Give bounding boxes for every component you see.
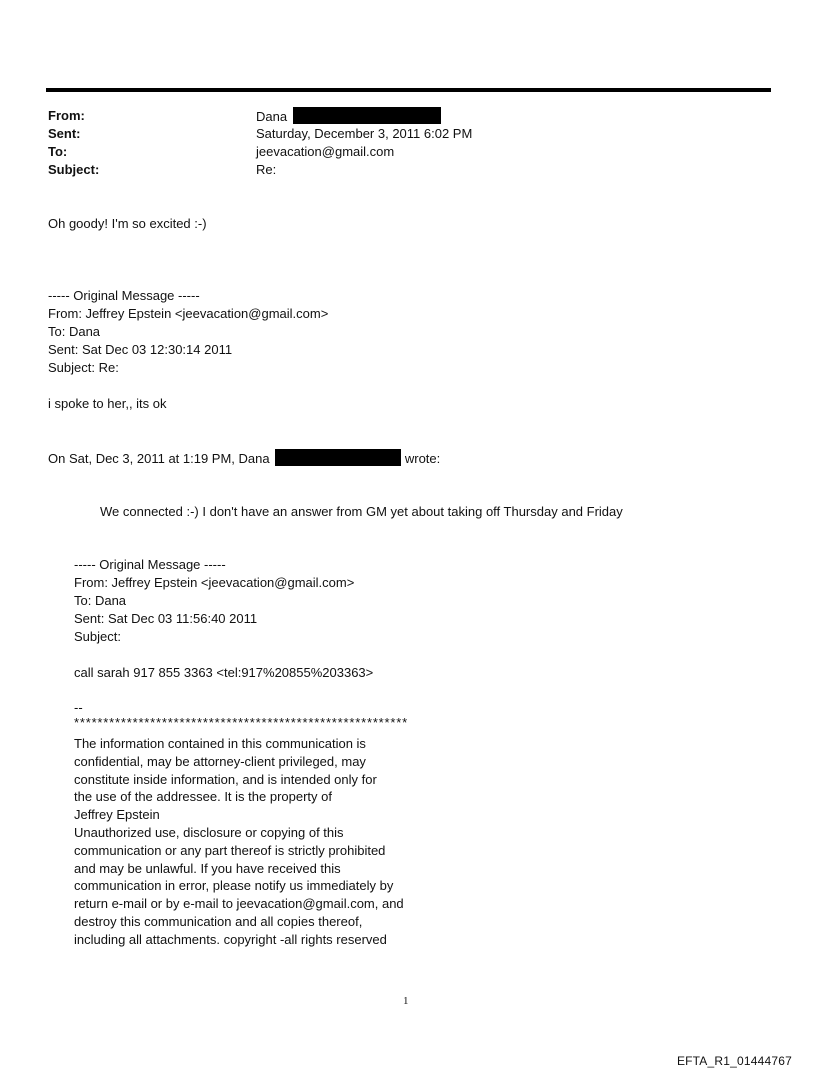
orig2-message: call sarah 917 855 3363 <tel:917%20855%203363>	[74, 665, 374, 680]
subject-value: Re:	[256, 162, 277, 177]
signature-stars: *********************************************************	[74, 715, 408, 730]
orig2-sent: Sent: Sat Dec 03 11:56:40 2011	[74, 611, 258, 626]
orig2-from: From: Jeffrey Epstein <jeevacation@gmail.com>	[74, 575, 355, 590]
disclaimer	[74, 735, 404, 949]
sent-value: Saturday, December 3, 2011 6:02 PM	[256, 126, 473, 141]
orig1-subject: Subject: Re:	[48, 360, 119, 375]
orig2-to: To: Dana	[74, 593, 127, 608]
disclaimer-line: return e-mail or by e-mail to jeevacation@gmail.com, and	[74, 896, 404, 912]
orig1-divider: ----- Original Message -----	[48, 288, 200, 303]
disclaimer-line: constitute inside information, and is intended only for	[74, 771, 377, 787]
on-wrote-suffix: wrote:	[404, 451, 441, 466]
document-id: EFTA_R1_01444767	[676, 1054, 792, 1068]
disclaimer-line: and may be unlawful. If you have received this	[74, 860, 341, 876]
redaction-box	[293, 107, 441, 124]
disclaimer-line: communication in error, please notify us immediately by	[74, 878, 394, 894]
orig1-to: To: Dana	[48, 324, 101, 339]
disclaimer-line: including all attachments. copyright -all rights reserved	[74, 931, 387, 947]
quoted-text: We connected :-) I don't have an answer from GM yet about taking off Thursday and Friday	[100, 504, 623, 519]
orig1-sent: Sent: Sat Dec 03 12:30:14 2011	[48, 342, 233, 357]
orig2-divider: ----- Original Message -----	[74, 557, 226, 572]
orig1-from: From: Jeffrey Epstein <jeevacation@gmail.com>	[48, 306, 329, 321]
disclaimer-line: the use of the addressee. It is the property of	[74, 789, 332, 805]
to-value: jeevacation@gmail.com	[256, 144, 395, 159]
header-rule	[46, 88, 771, 92]
disclaimer-line: communication or any part thereof is strictly prohibited	[74, 842, 386, 858]
from-value	[256, 107, 441, 126]
redaction-box	[275, 449, 401, 466]
sent-label: Sent:	[48, 126, 81, 141]
disclaimer-line: confidential, may be attorney-client privileged, may	[74, 753, 366, 769]
page-number: 1	[403, 995, 409, 1007]
signature-dashes: --	[74, 700, 83, 715]
orig2-subject: Subject:	[74, 629, 121, 644]
from-name: Dana	[256, 109, 288, 124]
from-label: From:	[48, 108, 85, 123]
disclaimer-line: destroy this communication and all copies thereof,	[74, 913, 363, 929]
orig1-message: i spoke to her,, its ok	[48, 396, 167, 411]
subject-label: Subject:	[48, 162, 100, 177]
to-label: To:	[48, 144, 68, 159]
reply-text: Oh goody! I'm so excited :-)	[48, 216, 207, 231]
on-wrote-prefix: On Sat, Dec 3, 2011 at 1:19 PM, Dana	[48, 451, 270, 466]
disclaimer-line: Jeffrey Epstein	[74, 807, 160, 823]
disclaimer-line: Unauthorized use, disclosure or copying of this	[74, 824, 344, 840]
on-wrote-line	[48, 449, 440, 468]
disclaimer-line: The information contained in this communication is	[74, 736, 366, 751]
